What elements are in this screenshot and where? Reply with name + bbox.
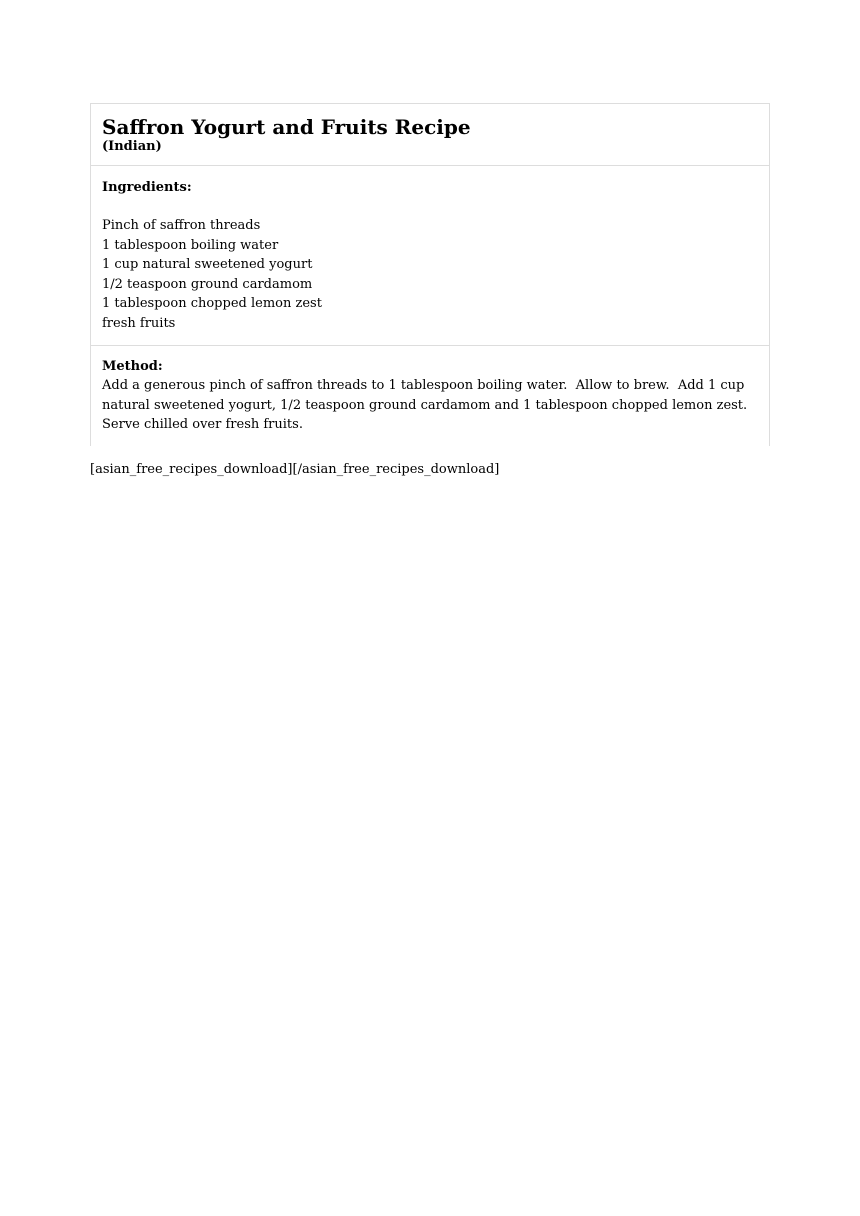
recipe-title: Saffron Yogurt and Fruits Recipe	[102, 115, 471, 139]
ingredient-item: 1 tablespoon chopped lemon zest	[102, 296, 322, 311]
recipe-header	[91, 104, 769, 166]
ingredient-item: 1 tablespoon boiling water	[102, 237, 279, 253]
ingredient-item: 1 cup natural sweetened yogurt	[102, 257, 313, 272]
download-shortcode-text: [asian_free_recipes_download][/asian_free_recipes_download]	[90, 462, 500, 477]
method-text: Add a generous pinch of saffron threads to 1 tablespoon boiling water. Allow to brew. Add 1 cup natural sweetened yogurt, 1/2 teaspoon ground cardamom and 1 tablespoon chopped lemon zest. Serve chilled over fresh fruits.	[102, 378, 756, 432]
method-section	[91, 346, 769, 446]
recipe-cuisine: (Indian)	[102, 139, 162, 154]
ingredient-item: fresh fruits	[102, 315, 176, 331]
ingredients-section	[91, 166, 769, 346]
method-heading: Method:	[102, 359, 163, 374]
ingredients-heading: Ingredients:	[102, 180, 192, 195]
ingredient-list	[102, 216, 758, 333]
ingredient-item: Pinch of saffron threads	[102, 218, 261, 233]
recipe-card	[90, 103, 770, 446]
ingredient-item: 1/2 teaspoon ground cardamom	[102, 276, 313, 292]
